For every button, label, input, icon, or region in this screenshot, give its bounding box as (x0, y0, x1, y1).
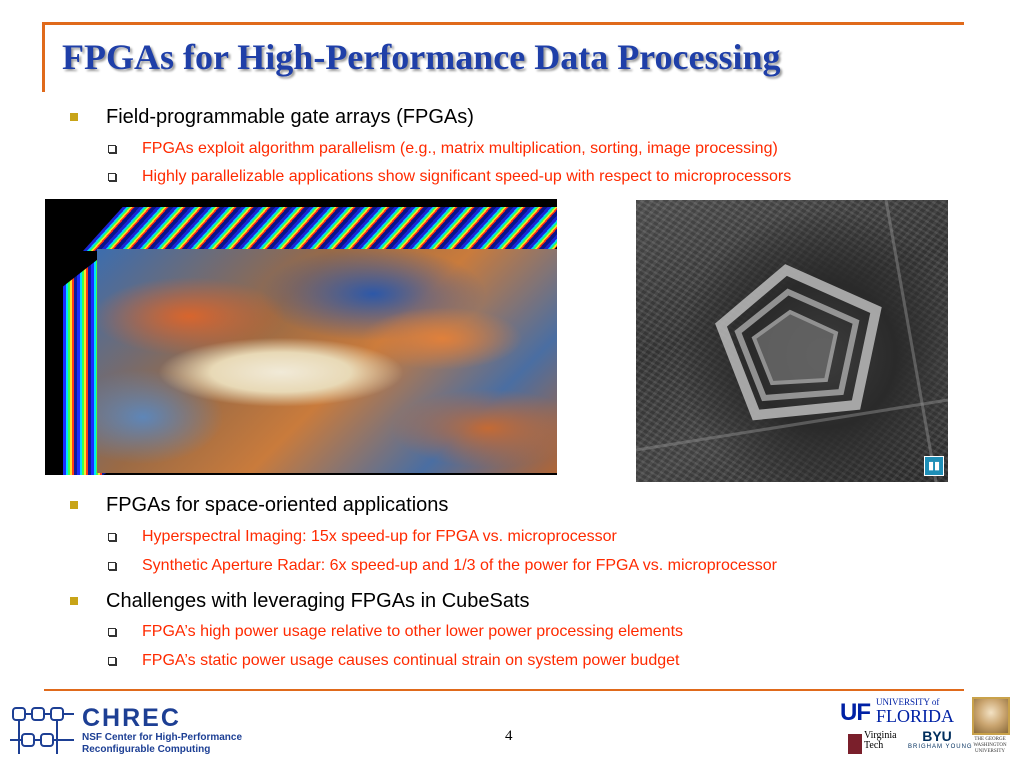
sub-bullet-box-icon (108, 145, 116, 153)
sub-bullet-text: FPGA’s high power usage relative to other lower power processing elements (142, 623, 684, 640)
image-badge-icon: ▮▮ (924, 456, 944, 476)
hyperspectral-cube-image (45, 199, 557, 475)
chrec-tagline-2: Reconfigurable Computing (82, 744, 211, 755)
sub-bullet-text: FPGA’s static power usage causes continual strain on system power budget (142, 652, 680, 669)
sub-bullet-box-icon (108, 657, 116, 665)
title-frame-left-line (42, 22, 45, 92)
sub-bullet-item (142, 168, 791, 186)
sub-bullet-item (142, 140, 778, 158)
bullet-square-icon (70, 501, 78, 509)
sub-bullet-text: Synthetic Aperture Radar: 6x speed-up and 1/3 of the power for FPGA vs. microprocessor (142, 557, 777, 574)
bullet-text: Field-programmable gate arrays (FPGAs) (106, 106, 474, 128)
bullet-text: Challenges with leveraging FPGAs in CubeSats (106, 590, 530, 612)
sar-pentagon-image (636, 200, 948, 482)
sub-bullet-box-icon (108, 562, 116, 570)
uf-florida-label: FLORIDA (876, 706, 955, 726)
cube-front-face (97, 249, 557, 473)
uf-university-label: UNIVERSITY of (876, 697, 940, 707)
chrec-logo (10, 700, 243, 760)
title-frame-top-line (42, 22, 964, 25)
pentagon-shape (636, 200, 948, 482)
bullet-square-icon (70, 597, 78, 605)
sub-bullet-text: FPGAs exploit algorithm parallelism (e.g., matrix multiplication, sorting, image processing) (142, 140, 778, 157)
sub-bullet-text: Hyperspectral Imaging: 15x speed-up for FPGA vs. microprocessor (142, 528, 617, 545)
sub-bullet-item (142, 652, 679, 670)
vt-line2: Tech (864, 740, 884, 751)
uf-logo (840, 697, 962, 727)
sub-bullet-item (142, 528, 617, 546)
footer-divider (44, 689, 964, 691)
bullet-square-icon (70, 113, 78, 121)
sub-bullet-item (142, 623, 683, 641)
byu-subtitle: BRIGHAM YOUNG (908, 744, 973, 750)
byu-logo (908, 728, 973, 758)
chrec-wordmark: CHREC (82, 704, 181, 732)
chrec-circuit-icon (10, 702, 76, 760)
sub-bullet-box-icon (108, 173, 116, 181)
page-number: 4 (505, 728, 513, 744)
bullet-item (106, 590, 530, 613)
slide-title: FPGAs for High-Performance Data Processing (62, 37, 781, 77)
bullet-text: FPGAs for space-oriented applications (106, 494, 449, 516)
gwu-logo (970, 697, 1010, 761)
cube-top-face (83, 207, 557, 251)
gwu-portrait-icon (972, 697, 1010, 735)
gwu-text: THE GEORGE WASHINGTON UNIVERSITY (973, 737, 1007, 754)
sub-bullet-item (142, 557, 777, 575)
virginia-tech-logo (842, 730, 906, 762)
sub-bullet-box-icon (108, 628, 116, 636)
sub-bullet-box-icon (108, 533, 116, 541)
bullet-item (106, 494, 448, 517)
byu-mark: BYU (922, 728, 952, 744)
chrec-tagline-1: NSF Center for High-Performance (82, 732, 243, 743)
vt-mark-icon (848, 734, 862, 754)
sub-bullet-text: Highly parallelizable applications show significant speed-up with respect to microprocessors (142, 168, 792, 185)
bullet-item (106, 106, 474, 129)
uf-mark: UF (840, 699, 870, 726)
vt-line1: Virginia (864, 730, 897, 741)
